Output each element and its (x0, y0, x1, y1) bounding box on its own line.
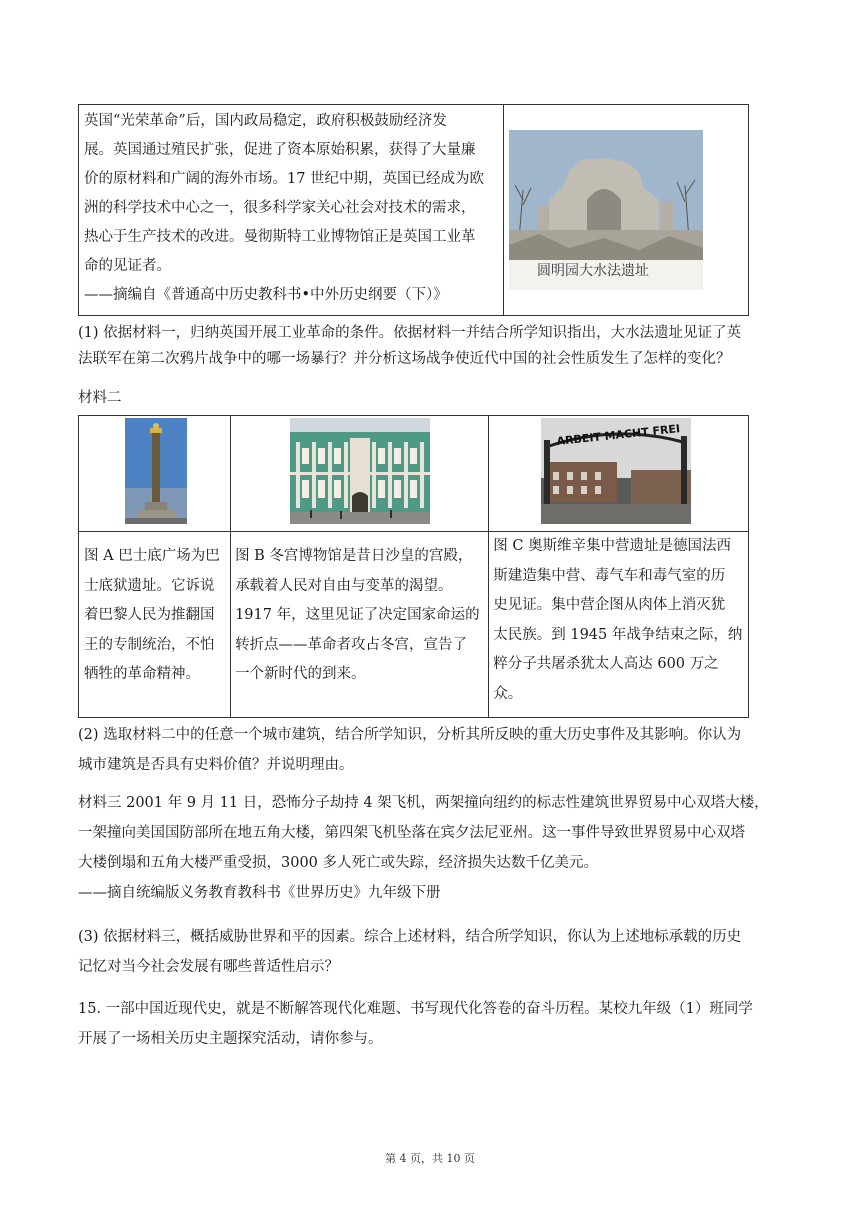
gate-sign-text: ARBEIT MACHT FREI (556, 422, 681, 448)
question15-line: 15. 一部中国近现代史，就是不断解答现代化难题、书写现代化答卷的奋斗历程。某校九年级（1）班同学 (78, 1001, 753, 1017)
question3-line: (3) 依据材料三，概括威胁世界和平的因素。综合上述材料，结合所学知识，你认为上述地标承载的历史 (78, 929, 742, 945)
auschwitz-gate-photo (541, 418, 691, 524)
page-footer: 第 4 页，共 10 页 (385, 1152, 475, 1165)
figure-b-line: 转折点——革命者攻占冬宫，宣告了 (235, 636, 468, 653)
figure-a-line: 着巴黎人民为推翻国 (84, 607, 215, 623)
material1-line: 洲的科学技术中心之一，很多科学家关心社会对技术的需求， (84, 200, 476, 216)
figure-a-line: 图 A 巴士底广场为巴 (84, 548, 220, 564)
material3-source: ——摘自统编版义务教育教科书《世界历史》九年级下册 (78, 885, 441, 901)
question1-line: 法联军在第二次鸦片战争中的哪一场暴行？并分析这场战争使近代中国的社会性质发生了怎样的变化？ (78, 351, 731, 367)
figure-b-cell (231, 416, 489, 532)
figure-c-line: 众。 (493, 685, 523, 702)
question15 (78, 994, 753, 1054)
figure-a-line: 牺牲的革命精神。 (84, 666, 200, 682)
figure-c-line: 斯建造集中营、毒气车和毒气室的历 (493, 567, 726, 584)
figure-b-text-cell (231, 532, 489, 718)
material3 (78, 788, 769, 908)
question2-line: 城市建筑是否具有史料价值？并说明理由。 (78, 757, 354, 773)
material1-line: 热心于生产技术的改进。曼彻斯特工业博物馆正是英国工业革 (84, 229, 476, 245)
material1-line: 命的见证者。 (84, 258, 171, 274)
yuanmingyuan-caption: 圆明园大水法遗址 (537, 263, 649, 279)
material1-table (78, 104, 749, 316)
figure-a-cell (79, 416, 231, 532)
question2 (78, 720, 741, 780)
material2-label: 材料二 (78, 390, 122, 406)
material1-text-cell (79, 105, 504, 316)
bastille-column-photo (125, 418, 187, 524)
material3-line: 大楼倒塌和五角大楼严重受损，3000 多人死亡或失踪，经济损失达数千亿美元。 (78, 855, 599, 871)
question3 (78, 922, 741, 982)
material1-line: 英国“光荣革命”后，国内政局稳定，政府积极鼓励经济发 (84, 113, 447, 129)
figure-b-line: 图 B 冬宫博物馆是昔日沙皇的宫殿， (235, 548, 473, 564)
material3-line: 一架撞向美国国防部所在地五角大楼，第四架飞机坠落在宾夕法尼亚州。这一事件导致世界贸易中心双塔 (78, 825, 745, 841)
question1 (78, 320, 741, 372)
figure-b-line: 1917 年，这里见证了决定国家命运的 (235, 607, 480, 623)
question3-line: 记忆对当今社会发展有哪些普适性启示？ (78, 959, 339, 975)
material1-line: 价的原材料和广阔的海外市场。17 世纪中期，英国已经成为欧 (84, 171, 485, 187)
figure-c-line: 粹分子共屠杀犹太人高达 600 万之 (493, 656, 719, 672)
figure-a-line: 士底狱遗址。它诉说 (84, 577, 215, 594)
material1-image-cell (504, 105, 749, 316)
figure-c-text-cell (489, 532, 749, 718)
material1-line: 展。英国通过殖民扩张，促进了资本原始积累，获得了大量廉 (84, 142, 476, 158)
material1-source: ——摘编自《普通高中历史教科书•中外历史纲要（下）》 (84, 287, 448, 303)
figure-a-line: 王的专制统治，不怕 (84, 636, 215, 653)
question1-line: (1) 依据材料一，归纳英国开展工业革命的条件。依据材料一并结合所学知识指出，大水法遗址见证了英 (78, 325, 742, 341)
figure-c-line: 图 C 奥斯维辛集中营遗址是德国法西 (493, 538, 732, 554)
figure-b-line: 一个新时代的到来。 (235, 666, 366, 682)
winter-palace-photo (290, 418, 430, 524)
figure-c-cell (489, 416, 749, 532)
figure-b-line: 承载着人民对自由与变革的渴望。 (235, 577, 453, 594)
question15-line: 开展了一场相关历史主题探究活动，请你参与。 (78, 1031, 383, 1047)
material3-line: 材料三 2001 年 9 月 11 日，恐怖分子劫持 4 架飞机，两架撞向纽约的标志性建筑世界贸易中心双塔大楼， (78, 795, 769, 811)
figure-c-line: 史见证。集中营企图从肉体上消灭犹 (493, 597, 726, 613)
figure-c-line: 太民族。到 1945 年战争结束之际，纳 (493, 626, 743, 643)
figure-a-text-cell (79, 532, 231, 718)
question2-line: (2) 选取材料二中的任意一个城市建筑，结合所学知识，分析其所反映的重大历史事件及其影响。你认为 (78, 727, 742, 743)
material2-table (78, 415, 749, 718)
